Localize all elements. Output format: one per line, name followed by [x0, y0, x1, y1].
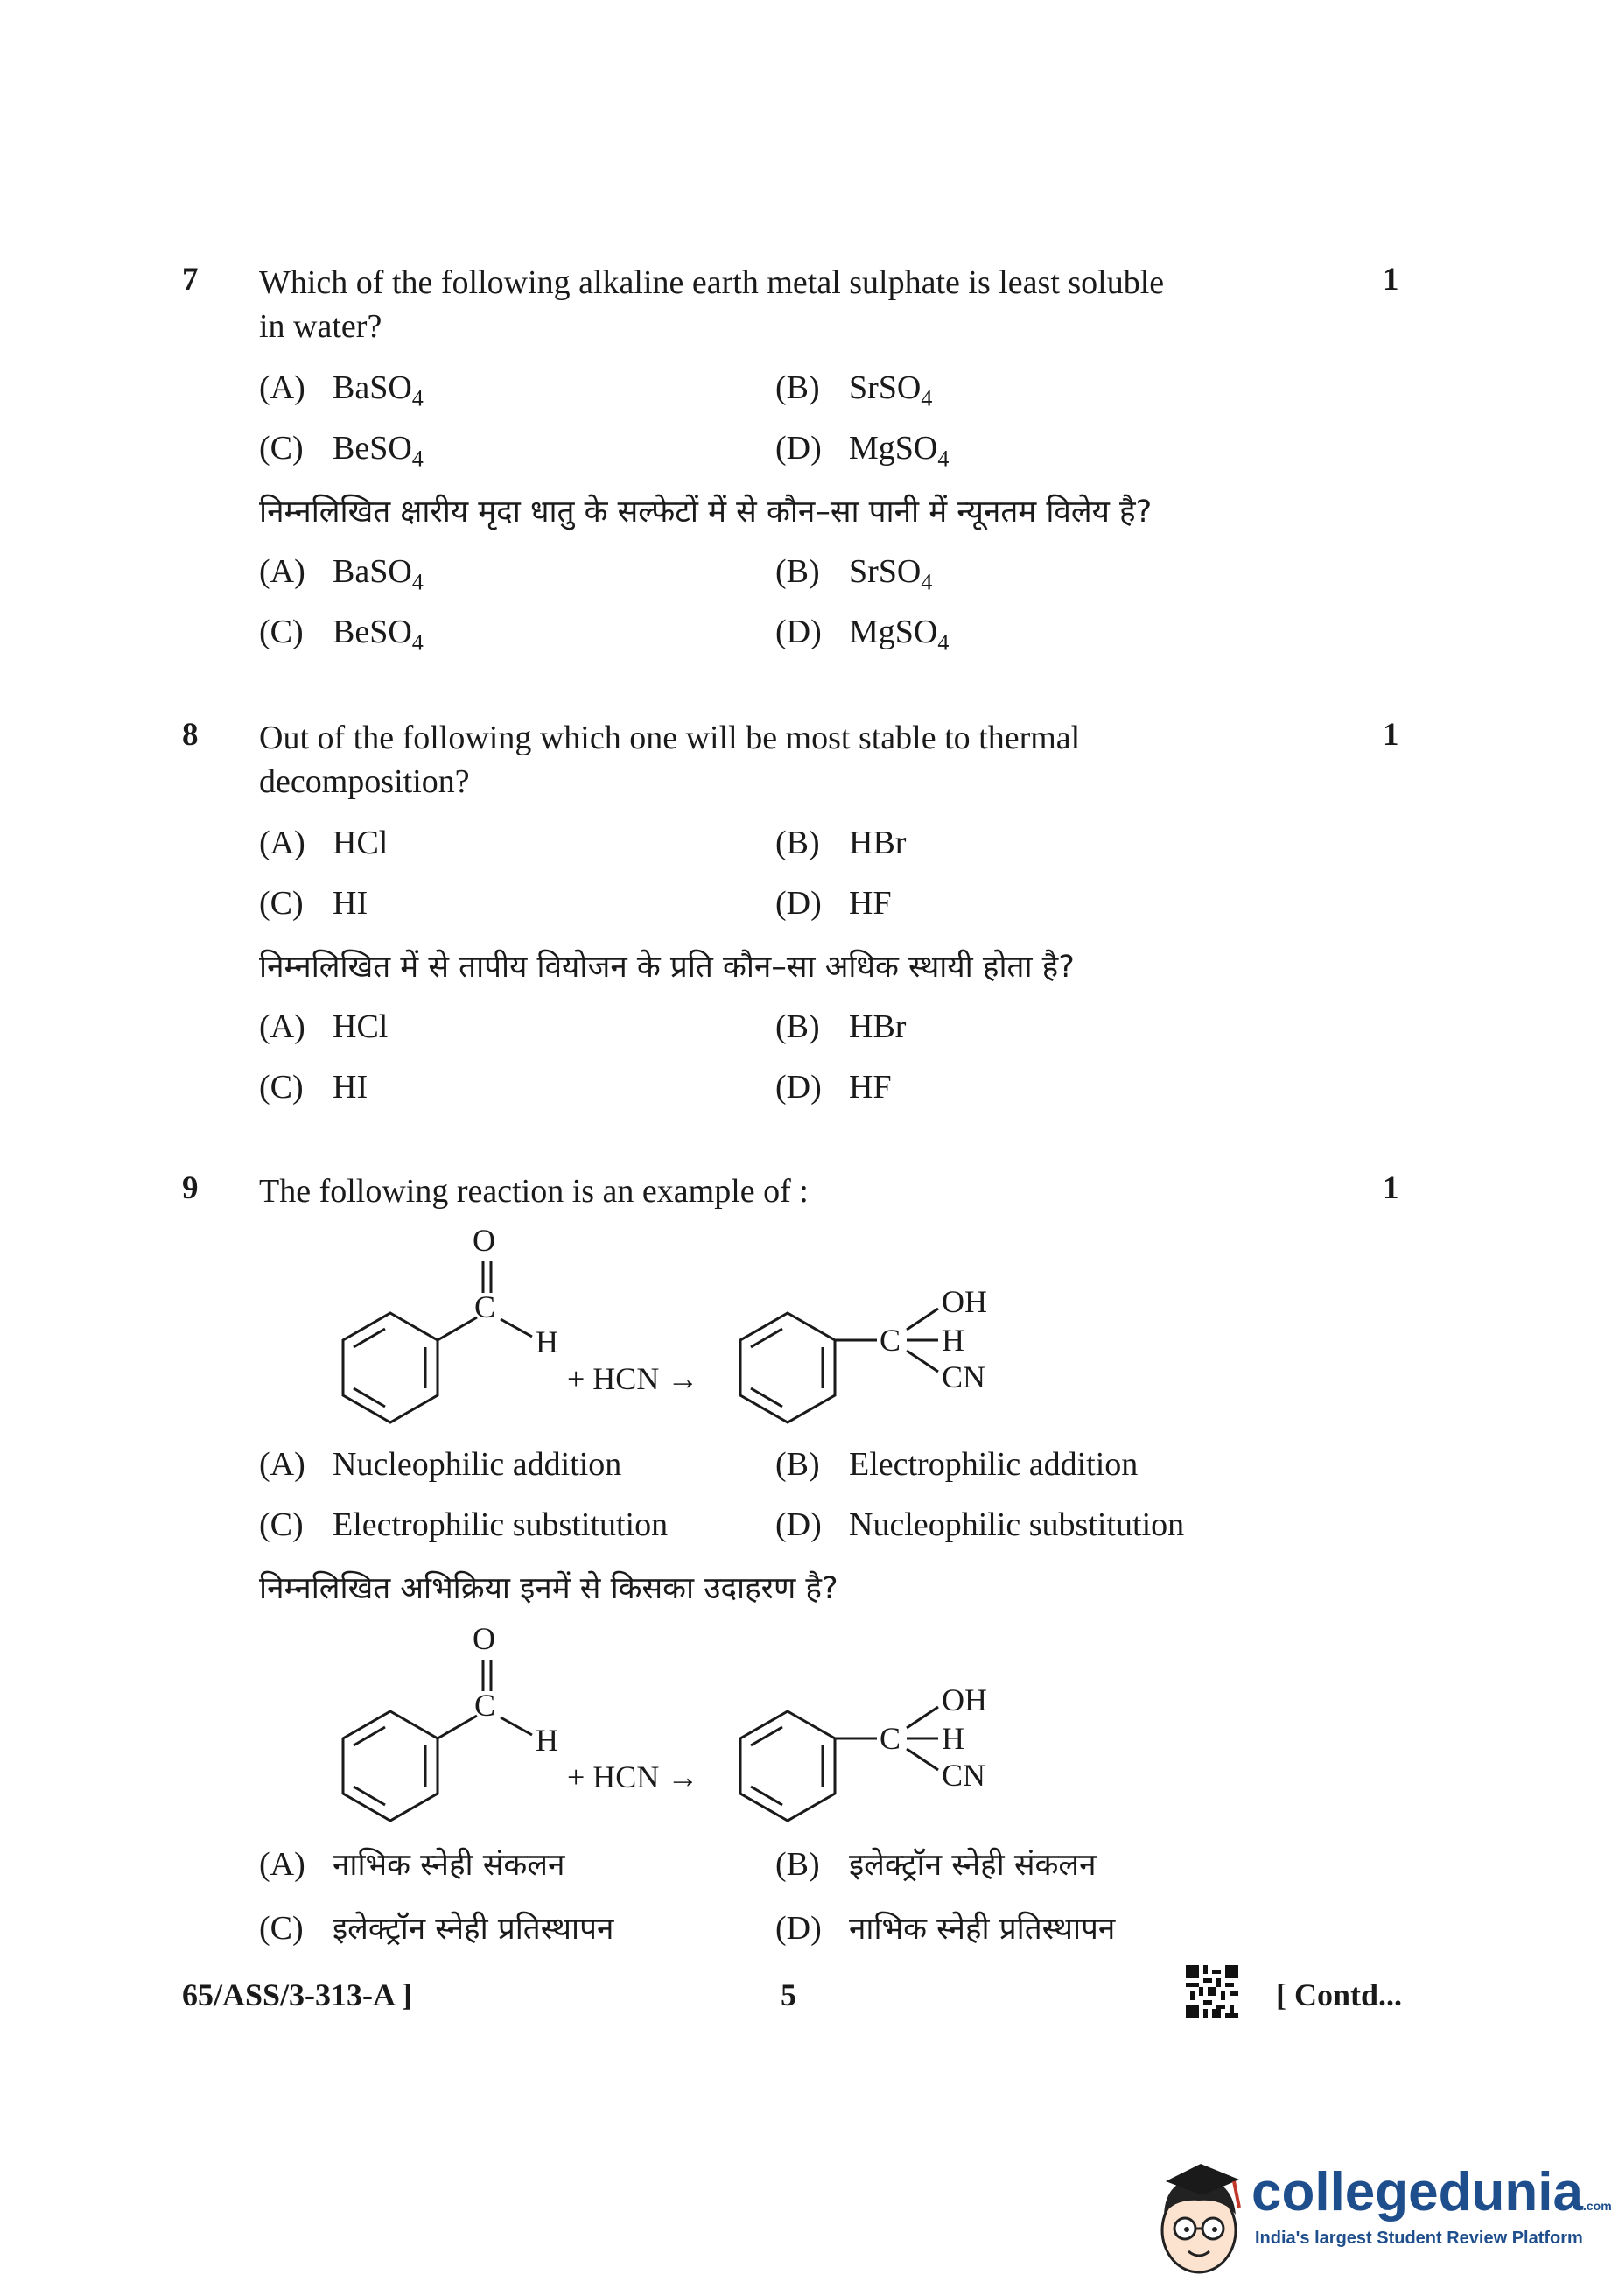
question-7-number: 7	[182, 262, 199, 298]
paper-code: 65/ASS/3-313-A ]	[182, 1977, 413, 2012]
carbon-label: C	[474, 1289, 496, 1324]
q8-option-b: (B) HBr	[775, 825, 907, 861]
question-8-marks: 1	[1383, 717, 1399, 753]
q7-option-b-hindi: (B) SrSO$_4$	[775, 553, 933, 595]
page-number: 5	[781, 1977, 796, 2012]
question-8-number: 8	[182, 717, 199, 753]
product-hydrogen-label: H	[942, 1323, 964, 1358]
hydroxyl-label: OH	[942, 1284, 987, 1319]
benzene-ring-right	[740, 1711, 835, 1821]
hydrogen-label: H	[536, 1324, 558, 1359]
benzene-ring-left	[343, 1711, 438, 1821]
q9-option-c: (C) Electrophilic substitution	[259, 1506, 669, 1543]
product-carbon-label: C	[880, 1721, 901, 1756]
hydroxyl-label: OH	[942, 1682, 987, 1717]
question-9-text-hindi: निम्नलिखित अभिक्रिया इनमें से किसका उदाहरण है?	[259, 1571, 838, 1606]
q7-option-c: (C) BeSO$_4$	[259, 430, 424, 472]
q7-option-d: (D) MgSO$_4$	[775, 430, 950, 472]
benzene-ring-right	[740, 1313, 835, 1422]
q8-option-a: (A) HCl	[259, 825, 389, 861]
question-7-marks: 1	[1383, 262, 1399, 298]
q9-option-d: (D) Nucleophilic substitution	[775, 1506, 1185, 1543]
question-8-text-hindi: निम्नलिखित में से तापीय वियोजन के प्रति कौन–सा अधिक स्थायी होता है?	[259, 950, 1075, 985]
q9-option-c-hindi: (C) इलेक्ट्रॉन स्नेही प्रतिस्थापन	[259, 1910, 614, 1947]
brand-tagline: India's largest Student Review Platform	[1255, 2229, 1583, 2248]
q9-option-a-hindi: (A) नाभिक स्नेही संकलन	[259, 1846, 565, 1883]
q8-option-d: (D) HF	[775, 885, 892, 922]
brand-name: collegedunia.com	[1251, 2162, 1612, 2222]
benzene-ring-left	[343, 1313, 438, 1422]
mascot-icon	[1148, 2153, 1253, 2285]
hydrogen-label: H	[536, 1723, 558, 1758]
reagent-label: + HCN →	[567, 1361, 699, 1396]
q7-option-c-hindi: (C) BeSO$_4$	[259, 614, 424, 656]
contd-label: [ Contd...	[1276, 1977, 1403, 2012]
question-7-text-hindi: निम्नलिखित क्षारीय मृदा धातु के सल्फेटों में से कौन–सा पानी में न्यूनतम विलेय है?	[259, 495, 1153, 530]
question-9-number: 9	[182, 1170, 199, 1206]
q7-option-d-hindi: (D) MgSO$_4$	[775, 614, 950, 656]
q9-option-b: (B) Electrophilic addition	[775, 1446, 1139, 1483]
reagent-label: + HCN →	[567, 1759, 699, 1794]
question-7-text-line2: in water?	[259, 308, 382, 345]
q7-option-a: (A) BaSO$_4$	[259, 369, 424, 411]
carbon-label: C	[474, 1688, 496, 1723]
q9-option-a: (A) Nucleophilic addition	[259, 1446, 622, 1483]
oxygen-label: O	[473, 1621, 495, 1656]
reaction-scheme-hindi	[315, 1611, 1085, 1838]
q8-option-d-hindi: (D) HF	[775, 1069, 892, 1106]
q9-option-b-hindi: (B) इलेक्ट्रॉन स्नेही संकलन	[775, 1846, 1097, 1883]
q8-option-c: (C) HI	[259, 885, 368, 922]
q8-option-a-hindi: (A) HCl	[259, 1008, 389, 1045]
product-hydrogen-label: H	[942, 1721, 964, 1756]
q8-option-c-hindi: (C) HI	[259, 1069, 368, 1106]
q9-option-d-hindi: (D) नाभिक स्नेही प्रतिस्थापन	[775, 1910, 1116, 1947]
question-8-text-line1: Out of the following which one will be most stable to thermal	[259, 720, 1081, 756]
cyano-label: CN	[942, 1758, 986, 1793]
cyano-label: CN	[942, 1359, 986, 1394]
q7-option-a-hindi: (A) BaSO$_4$	[259, 553, 424, 595]
reaction-scheme	[315, 1212, 1085, 1440]
qr-code-icon	[1186, 1965, 1238, 2018]
question-8-text-line2: decomposition?	[259, 763, 470, 800]
question-9-marks: 1	[1383, 1170, 1399, 1206]
q8-option-b-hindi: (B) HBr	[775, 1008, 907, 1045]
q7-option-b: (B) SrSO$_4$	[775, 369, 933, 411]
oxygen-label: O	[473, 1223, 495, 1258]
product-carbon-label: C	[880, 1323, 901, 1358]
question-9-text: The following reaction is an example of :	[259, 1173, 809, 1210]
question-7-text-line1: Which of the following alkaline earth metal sulphate is least soluble	[259, 264, 1165, 301]
